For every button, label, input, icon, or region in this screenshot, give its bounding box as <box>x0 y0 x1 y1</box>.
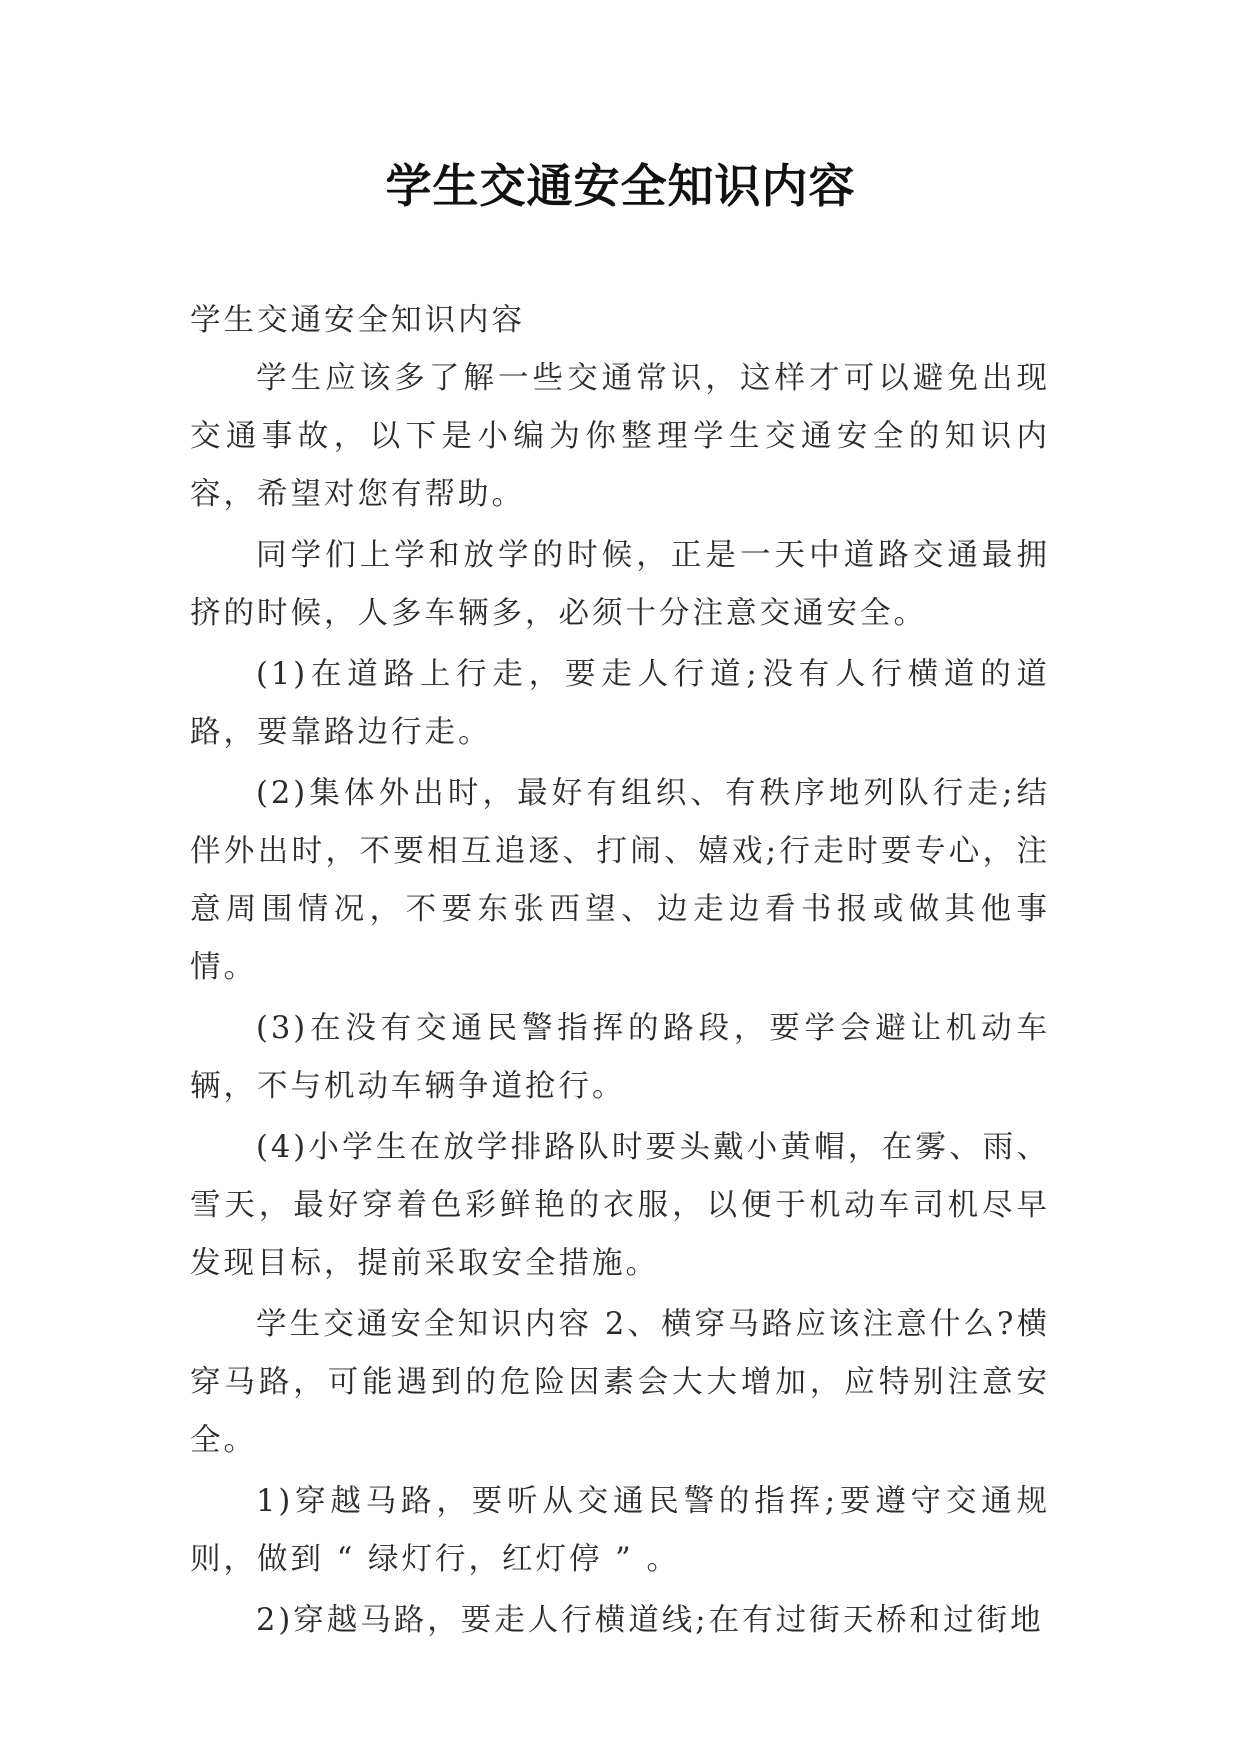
paragraph: (1)在道路上行走，要走人行道;没有人行横道的道路，要靠路边行走。 <box>190 657 1050 750</box>
document-body <box>190 292 1050 1650</box>
paragraph: (4)小学生在放学排路队时要头戴小黄帽，在雾、雨、雪天，最好穿着色彩鲜艳的衣服，以便于机动车司机尽早发现目标，提前采取安全措施。 <box>190 1130 1050 1281</box>
paragraph: 学生交通安全知识内容 <box>190 303 525 338</box>
document-title: 学生交通安全知识内容 <box>385 159 856 213</box>
paragraph: 2)穿越马路，要走人行横道线;在有过街天桥和过街地 <box>256 1603 1044 1638</box>
paragraph: 学生应该多了解一些交通常识，这样才可以避免出现交通事故，以下是小编为你整理学生交通安全的知识内容，希望对您有帮助。 <box>190 361 1050 512</box>
paragraph: (3)在没有交通民警指挥的路段，要学会避让机动车辆，不与机动车辆争道抢行。 <box>190 1011 1050 1104</box>
paragraph: 学生交通安全知识内容 2、横穿马路应该注意什么?横穿马路，可能遇到的危险因素会大大增加，应特别注意安全。 <box>190 1307 1050 1458</box>
paragraph: 同学们上学和放学的时候，正是一天中道路交通最拥挤的时候，人多车辆多，必须十分注意交通安全。 <box>190 538 1050 631</box>
paragraph: (2)集体外出时，最好有组织、有秩序地列队行走;结伴外出时，不要相互追逐、打闹、嬉戏;行走时要专心，注意周围情况，不要东张西望、边走边看书报或做其他事情。 <box>190 776 1050 985</box>
paragraph: 1)穿越马路，要听从交通民警的指挥;要遵守交通规则，做到 “ 绿灯行，红灯停 ” 。 <box>190 1484 1050 1577</box>
